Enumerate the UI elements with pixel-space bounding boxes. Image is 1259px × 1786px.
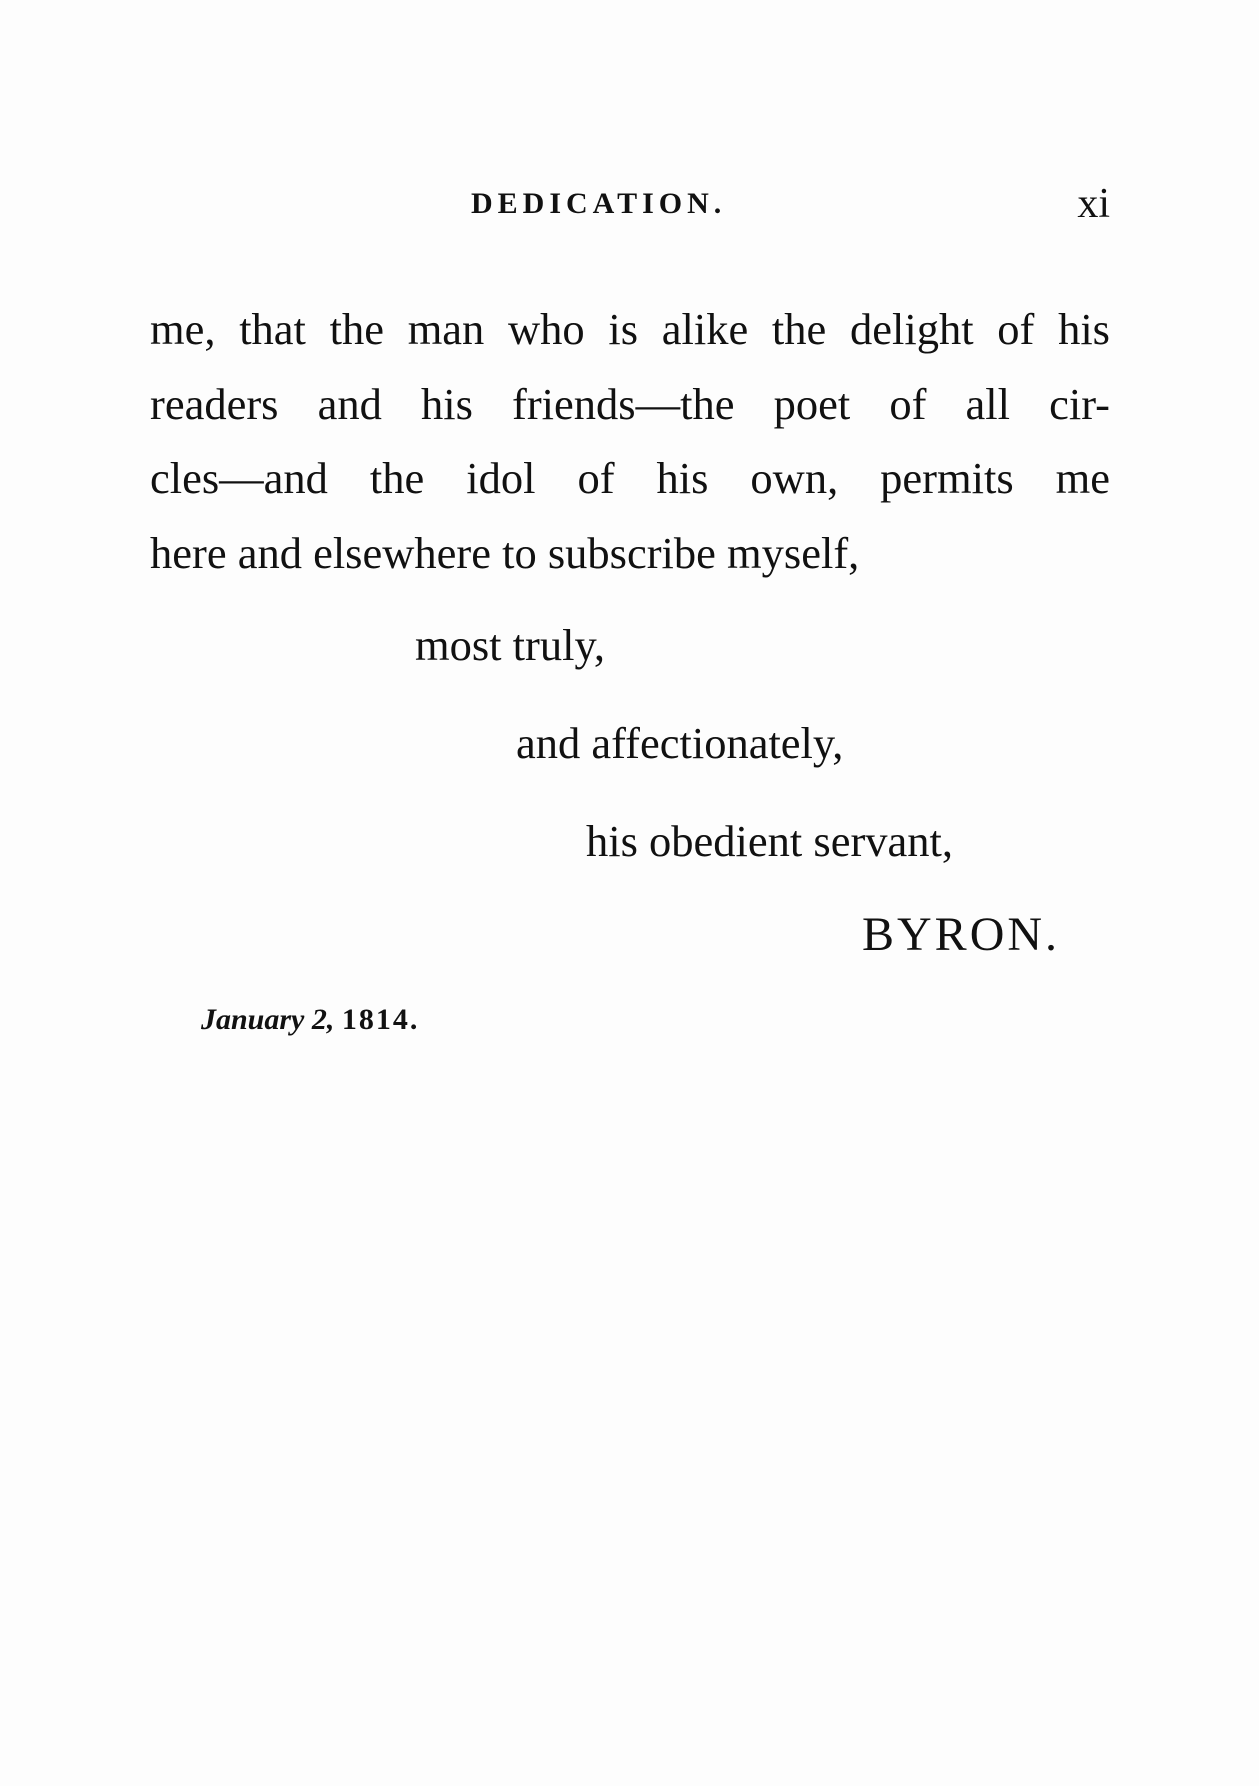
date-line [201,1000,419,1040]
paragraph-line: here and elsewhere to subscribe myself, [150,527,860,578]
paragraph-line: me, that the man who is alike the delight of his [150,304,1110,354]
date-month-day: January 2, [201,1003,335,1036]
closing-line: most truly, [415,620,605,670]
signature: BYRON. [862,908,1061,961]
page-number: xi [1077,181,1110,227]
date-year: 1814. [341,1003,420,1036]
paragraph-line: cles—and the idol of his own, permits me [150,453,1110,503]
closing-line: his obedient servant, [586,816,954,866]
dedication-paragraph [150,292,1110,590]
running-title: DEDICATION. [471,187,727,220]
paragraph-line: readers and his friends—the poet of all cir- [150,378,1110,429]
closing-line: and affectionately, [516,718,844,768]
running-head [150,181,1110,232]
